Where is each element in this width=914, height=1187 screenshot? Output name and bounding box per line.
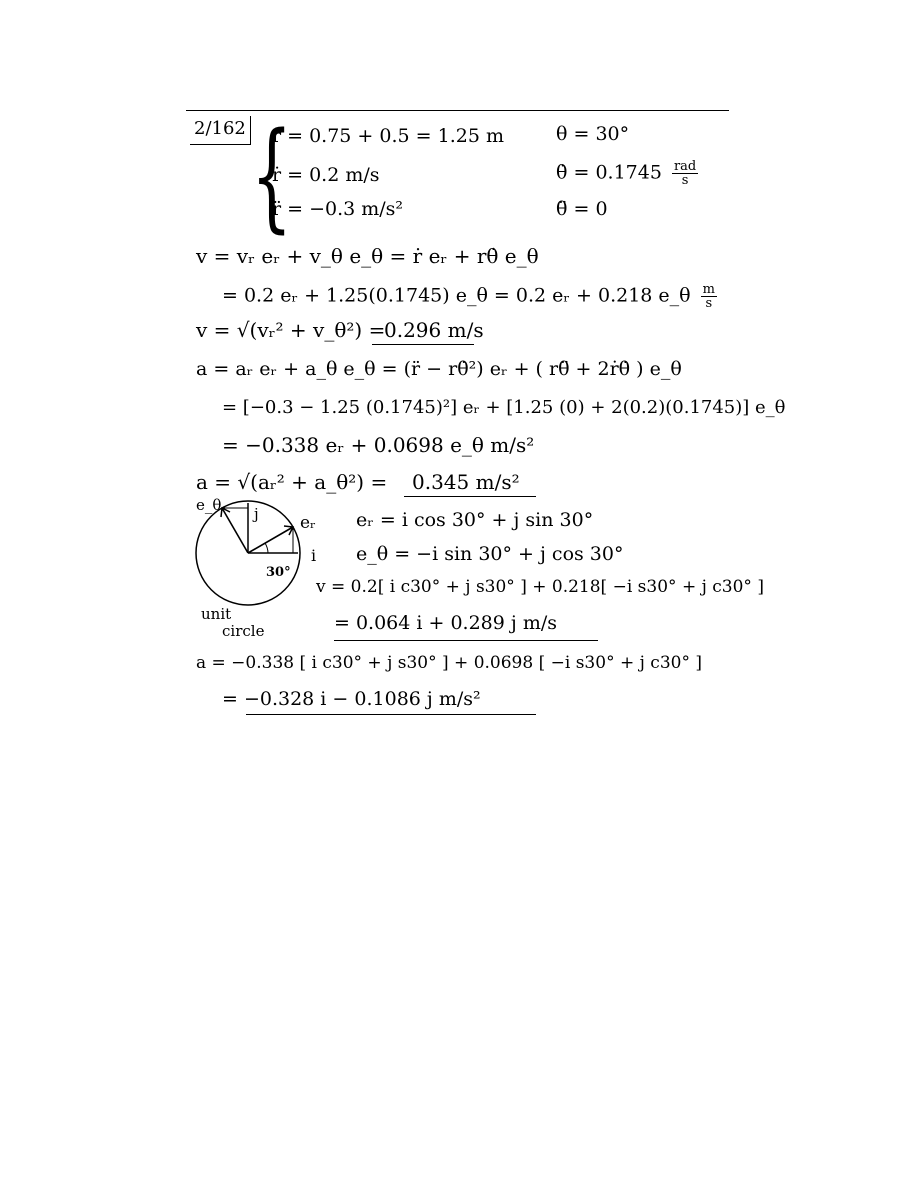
velocity-line-1: v = vᵣ eᵣ + v_θ e_θ = ṙ eᵣ + rθ̇ e_θ [196,244,539,268]
given-brace: { [251,106,293,244]
accel-magnitude-value: 0.345 m/s² [412,470,520,494]
given-r: r = 0.75 + 0.5 = 1.25 m [272,125,504,147]
angle-arc [265,543,268,553]
cartesian-velocity-line-1: v = 0.2[ i c30° + j s30° ] + 0.218[ −i s30° + j c30° ] [316,577,764,597]
accel-line-2: = [−0.3 − 1.25 (0.1745)²] eᵣ + [1.25 (0) + 2(0.2)(0.1745)] e_θ [222,397,786,418]
e-theta-equation: e_θ = −i sin 30° + j cos 30° [356,543,624,565]
given-r-ddot: r̈ = −0.3 m/s² [272,198,404,220]
given-theta-dot-value: θ̇ = 0.1745 [556,161,662,184]
cartesian-accel-line-2: = −0.328 i − 0.1086 j m/s² [222,688,481,710]
velocity-line-2 [222,283,717,310]
velocity-result-underline [372,344,474,345]
given-r-dot: ṙ = 0.2 m/s [272,164,380,186]
velocity-unit-num: m [702,282,715,297]
theta-dot-unit-num: rad [673,159,697,174]
velocity-unit-den: s [705,296,713,311]
given-theta-ddot: θ̈ = 0 [556,198,608,220]
velocity-magnitude-value: 0.296 m/s [384,318,484,342]
angle-label: 30° [266,565,291,580]
velocity-unit [701,283,717,310]
velocity-magnitude: v = √(vᵣ² + v_θ²) = [196,318,386,342]
theta-dot-unit-den: s [681,173,689,188]
accel-magnitude: a = √(aᵣ² + a_θ²) = [196,470,388,494]
cartesian-accel-line-1: a = −0.338 [ i c30° + j s30° ] + 0.0698 [ −i s30° + j c30° ] [196,653,702,673]
given-theta: θ = 30° [556,123,630,145]
velocity-line-2-expr: = 0.2 eᵣ + 1.25(0.1745) e_θ = 0.2 eᵣ + 0.218 e_θ [222,284,691,307]
i-label: i [311,546,317,565]
problem-number: 2/162 [194,118,246,139]
accel-line-3: = −0.338 eᵣ + 0.0698 e_θ m/s² [222,433,535,457]
circle-label-unit: unit [201,605,232,623]
cartesian-velocity-line-2: = 0.064 i + 0.289 j m/s [334,612,557,634]
cartesian-velocity-underline [334,640,598,641]
j-label: j [254,505,259,523]
circle-label-circle: circle [222,622,265,640]
accel-line-1: a = aᵣ eᵣ + a_θ e_θ = (r̈ − rθ̇²) eᵣ + ( rθ̈ + 2ṙθ̇ ) e_θ [196,358,682,380]
e-r-equation: eᵣ = i cos 30° + j sin 30° [356,509,594,531]
theta-dot-unit [672,160,698,187]
given-theta-dot [556,160,698,187]
cartesian-accel-underline [246,714,536,715]
e-theta-arrow [222,508,248,553]
e-theta-label: e_θ [196,496,222,514]
e-r-label: eᵣ [300,513,316,533]
e-r-arrow [248,527,293,553]
accel-result-underline [404,496,536,497]
